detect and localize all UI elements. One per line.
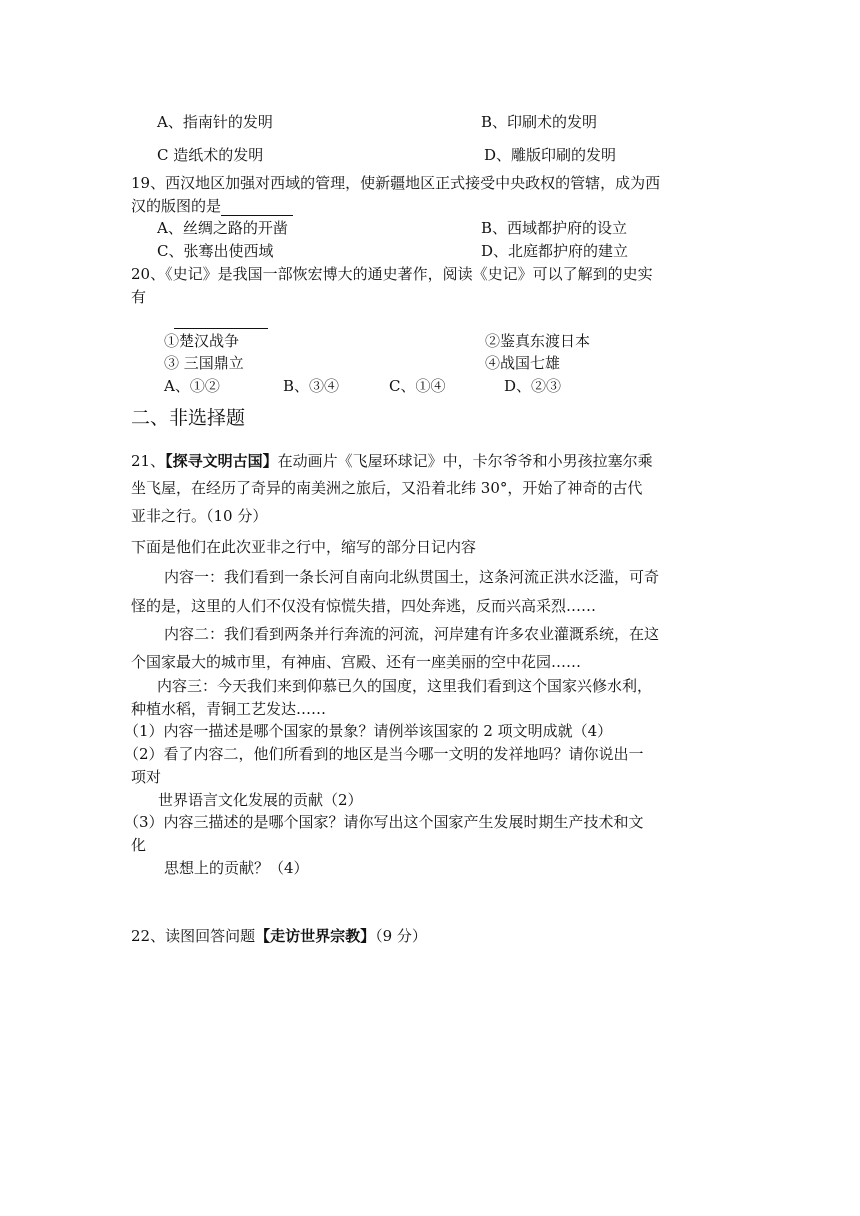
q21-content2-line2: 个国家最大的城市里，有神庙、宫殿、还有一座美丽的空中花园…… — [131, 653, 582, 671]
q20-item-4: ④战国七雄 — [485, 354, 561, 372]
q21-stem-line3: 亚非之行。（10 分） — [131, 507, 268, 525]
q18-option-c: C 造纸术的发明 — [157, 146, 264, 164]
q20-option-c: C、①④ — [389, 377, 446, 395]
q18-option-a: A、指南针的发明 — [157, 113, 273, 131]
q21-subquestion-3-line1: （3）内容三描述的是哪个国家？请你写出这个国家产生发展时期生产技术和文 — [124, 813, 644, 831]
q21-content1-line1: 内容一：我们看到一条长河自南向北纵贯国土，这条河流正洪水泛滥，可奇 — [164, 568, 660, 586]
q20-option-d: D、②③ — [504, 377, 562, 395]
answer-blank — [221, 199, 293, 216]
q21-stem-line1 — [131, 451, 653, 471]
q20-option-b: B、③④ — [283, 377, 340, 395]
q21-subquestion-2-line2: 项对 — [131, 768, 162, 786]
q21-subquestion-2-line3: 世界语言文化发展的贡献（2） — [158, 791, 363, 809]
q22-stem — [131, 926, 427, 946]
answer-blank — [174, 312, 268, 329]
q21-intro: 下面是他们在此次亚非之行中，缩写的部分日记内容 — [131, 538, 477, 556]
q20-option-a: A、①② — [164, 377, 220, 395]
q21-topic-tag: 【探寻文明古国】 — [165, 452, 278, 470]
q21-content3-line1: 内容三：今天我们来到仰慕已久的国度，这里我们看到这个国家兴修水利， — [157, 677, 653, 695]
q21-subquestion-1: （1）内容一描述是哪个国家的景象？请例举该国家的 2 项文明成就（4） — [124, 722, 613, 740]
q19-option-c: C、张骞出使西域 — [157, 242, 274, 260]
q22-prefix: 22、读图回答问题 — [131, 927, 256, 945]
q19-option-d: D、北庭都护府的建立 — [481, 242, 629, 260]
q20-stem-line1: 20、《史记》是我国一部恢宏博大的通史著作，阅读《史记》可以了解到的史实 — [131, 265, 653, 283]
q21-subquestion-3-line3: 思想上的贡献？（4） — [164, 859, 309, 877]
q22-suffix: （9 分） — [375, 927, 427, 945]
q21-content1-line2: 怪的是，这里的人们不仅没有惊慌失措，四处奔逃，反而兴高采烈…… — [131, 597, 597, 615]
q19-option-b: B、西域都护府的设立 — [481, 219, 628, 237]
q21-subquestion-2-line1: （2）看了内容二，他们所看到的地区是当今哪一文明的发祥地吗？请你说出一 — [124, 745, 644, 763]
q19-stem-line2 — [131, 196, 293, 216]
section-title: 二、非选择题 — [131, 407, 246, 429]
q20-stem-line2: 有 — [131, 288, 147, 306]
q19-stem-line1: 19、西汉地区加强对西域的管理，使新疆地区正式接受中央政权的管辖，成为西 — [131, 174, 661, 192]
q21-subquestion-3-line2: 化 — [131, 836, 147, 854]
q19-option-a: A、丝绸之路的开凿 — [157, 219, 288, 237]
q20-item-2: ②鉴真东渡日本 — [485, 332, 591, 350]
q20-item-1: ①楚汉战争 — [164, 332, 240, 350]
q18-option-b: B、印刷术的发明 — [481, 113, 598, 131]
q22-topic-tag: 【走访世界宗教】 — [255, 927, 376, 945]
q21-stem-line2: 坐飞屋，在经历了奇异的南美洲之旅后，又沿着北纬 30°，开始了神奇的古代 — [131, 479, 643, 497]
q19-stem-text: 汉的版图的是 — [131, 197, 222, 215]
q21-content3-line2: 种植水稻，青铜工艺发达…… — [131, 700, 327, 718]
q21-content2-line1: 内容二：我们看到两条并行奔流的河流，河岸建有许多农业灌溉系统，在这 — [164, 625, 660, 643]
q21-stem-text: 在动画片《飞屋环球记》中，卡尔爷爷和小男孩拉塞尔乘 — [277, 452, 653, 470]
q20-item-3: ③ 三国鼎立 — [164, 354, 244, 372]
q21-number: 21、 — [131, 452, 166, 470]
q18-option-d: D、雕版印刷的发明 — [484, 146, 617, 164]
